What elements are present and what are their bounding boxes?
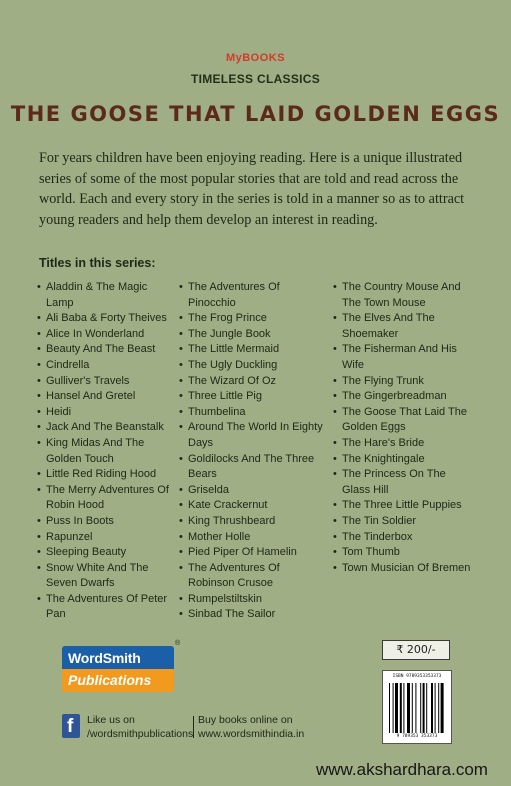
divider <box>193 716 194 738</box>
title-list-item: • Rumpelstiltskin <box>179 592 329 608</box>
title-list-item: • Pied Piper Of Hamelin <box>179 545 329 561</box>
buy-online-label: Buy books online on <box>198 714 293 726</box>
title-list-item: • The Ugly Duckling <box>179 358 329 374</box>
titles-heading: Titles in this series: <box>39 256 156 270</box>
title-list-item: • Snow White And The Seven Dwarfs <box>37 561 177 592</box>
wordsmith-logo <box>62 646 174 694</box>
title-list-item: • The Adventures Of Robinson Crusoe <box>179 561 329 592</box>
buy-online[interactable] <box>198 713 304 741</box>
title-list-item: • Kate Crackernut <box>179 498 329 514</box>
title-list-item: • The Flying Trunk <box>333 374 473 390</box>
barcode-digits: 9 789353 353373 <box>396 734 438 739</box>
title-list-item: • The Tinderbox <box>333 530 473 546</box>
series-name: TIMELESS CLASSICS <box>190 72 321 86</box>
title-list-item: • Jack And The Beanstalk <box>37 420 177 436</box>
titles-column-1 <box>37 280 177 623</box>
title-list-item: • The Frog Prince <box>179 311 329 327</box>
title-list-item: • The Hare's Bride <box>333 436 473 452</box>
title-list-item: • Rapunzel <box>37 530 177 546</box>
price-box: ₹ 200/- <box>382 640 450 660</box>
book-title: THE GOOSE THAT LAID GOLDEN EGGS <box>10 102 501 126</box>
title-list-item: • The Knightingale <box>333 452 473 468</box>
title-list-item: • King Thrushbeard <box>179 514 329 530</box>
facebook-handle[interactable]: /wordsmithpublications <box>87 728 194 740</box>
title-list-item: • Little Red Riding Hood <box>37 467 177 483</box>
watermark: www.akshardhara.com <box>316 760 488 779</box>
isbn-text: ISBN 9789353353373 <box>392 674 442 679</box>
title-list-item: • Gulliver's Travels <box>37 374 177 390</box>
title-list-item: • The Adventures Of Peter Pan <box>37 592 177 623</box>
titles-column-2 <box>179 280 329 623</box>
title-list-item: • Hansel And Gretel <box>37 389 177 405</box>
title-list-item: • The Fisherman And His Wife <box>333 342 473 373</box>
title-list-item: • Town Musician Of Bremen <box>333 561 473 577</box>
title-list-item: • The Merry Adventures Of Robin Hood <box>37 483 177 514</box>
mybooks-logo: MyBOOKS <box>225 52 286 64</box>
barcode-box <box>382 670 452 744</box>
like-us-label: Like us on <box>87 714 135 726</box>
wordsmith-logo-top: WordSmith <box>62 646 174 669</box>
title-list-item: • Heidi <box>37 405 177 421</box>
title-list-item: • Alice In Wonderland <box>37 327 177 343</box>
facebook-link[interactable] <box>87 713 193 741</box>
title-list-item: • Sleeping Beauty <box>37 545 177 561</box>
wordsmith-logo-bottom: Publications <box>62 669 174 692</box>
title-list-item: • Puss In Boots <box>37 514 177 530</box>
barcode-icon <box>389 683 445 733</box>
title-list-item: • Goldilocks And The Three Bears <box>179 452 329 483</box>
title-list-item: • The Little Mermaid <box>179 342 329 358</box>
title-list-item: • Mother Holle <box>179 530 329 546</box>
title-list-item: • Griselda <box>179 483 329 499</box>
series-description: For years children have been enjoying reading. Here is a unique illustrated series of some of the most popular stories that are told and read across the world. Each and every story in the series is told in a manner so as to attract young readers and help them develop an interest in reading. <box>39 150 465 228</box>
titles-column-3 <box>333 280 473 576</box>
title-list-item: • The Three Little Puppies <box>333 498 473 514</box>
title-list-item: • Beauty And The Beast <box>37 342 177 358</box>
title-list-item: • Sinbad The Sailor <box>179 607 329 623</box>
title-list-item: • The Wizard Of Oz <box>179 374 329 390</box>
title-list-item: • King Midas And The Golden Touch <box>37 436 177 467</box>
title-list-item: • The Jungle Book <box>179 327 329 343</box>
website-link[interactable]: www.wordsmithindia.in <box>198 728 305 740</box>
title-list-item: • Three Little Pig <box>179 389 329 405</box>
title-list-item: • The Goose That Laid The Golden Eggs <box>333 405 473 436</box>
title-list-item: • The Princess On The Glass Hill <box>333 467 473 498</box>
title-list-item: • Cindrella <box>37 358 177 374</box>
title-list-item: • The Tin Soldier <box>333 514 473 530</box>
title-list-item: • Aladdin & The Magic Lamp <box>37 280 177 311</box>
title-list-item: • The Elves And The Shoemaker <box>333 311 473 342</box>
title-list-item: • The Country Mouse And The Town Mouse <box>333 280 473 311</box>
facebook-icon[interactable]: f <box>62 714 80 738</box>
title-list-item: • The Gingerbreadman <box>333 389 473 405</box>
title-list-item: • Tom Thumb <box>333 545 473 561</box>
title-list-item: • Thumbelina <box>179 405 329 421</box>
title-list-item: • The Adventures Of Pinocchio <box>179 280 329 311</box>
registered-mark: ® <box>175 640 181 647</box>
title-list-item: • Ali Baba & Forty Theives <box>37 311 177 327</box>
title-list-item: • Around The World In Eighty Days <box>179 420 329 451</box>
